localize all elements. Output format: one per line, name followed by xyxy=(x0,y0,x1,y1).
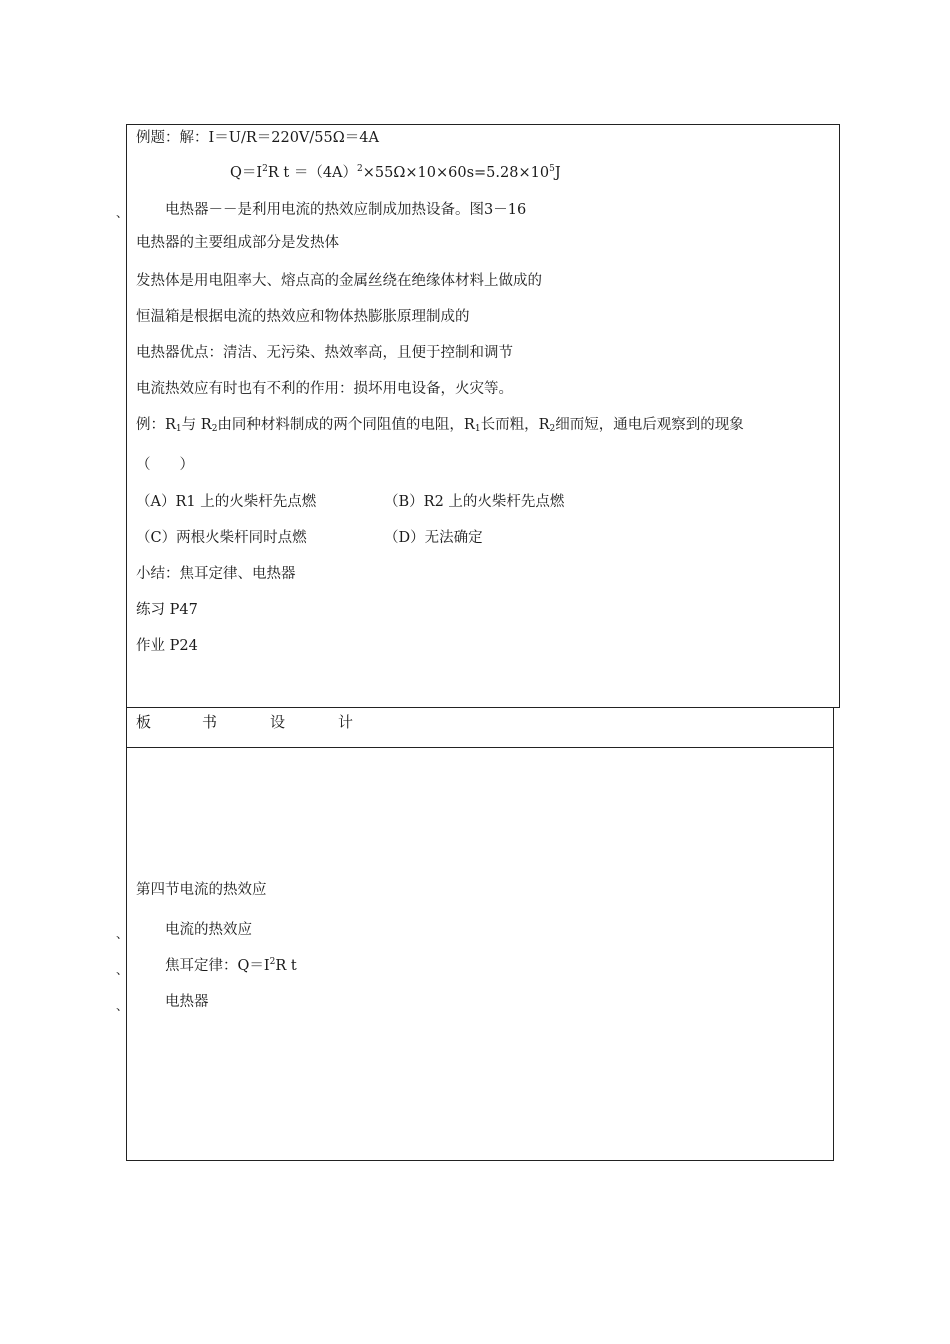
board-design-content-box xyxy=(126,747,834,1161)
list-marker: 、 xyxy=(116,963,129,977)
option-c: （C）两根火柴杆同时点燃 xyxy=(136,530,307,546)
example-question: 例：$R_1$与 $R_2$由同种材料制成的两个同阻值的电阻，$R_1$长而粗，$R_2$细而短，通电后观察到的现象 xyxy=(136,417,744,434)
exercise: 练习 P47 xyxy=(136,602,198,618)
board-item-2: 焦耳定律：$Q=I^2R$ t xyxy=(165,957,297,974)
board-header-char: 计 xyxy=(338,713,354,731)
board-header-char: 设 xyxy=(270,713,286,731)
board-item-1: 电流的热效应 xyxy=(165,922,252,938)
homework: 作业 P24 xyxy=(136,638,198,654)
section-title: 第四节电流的热效应 xyxy=(136,882,267,898)
heater-intro: 电热器－－是利用电流的热效应制成加热设备。图3－16 xyxy=(165,202,527,218)
summary: 小结：焦耳定律、电热器 xyxy=(136,566,296,582)
board-design-header-box xyxy=(126,707,834,748)
option-a: （A）R1 上的火柴杆先点燃 xyxy=(136,494,317,510)
thermostat: 恒温箱是根据电流的热效应和物体热膨胀原理制成的 xyxy=(136,309,470,325)
heat-formula: $Q=I^2R$ $t =(4A)^2\times 55\Omega\times 10\times 60s=5.28\times 10^5J$ xyxy=(230,164,561,181)
board-header-char: 板 xyxy=(136,713,152,731)
list-marker: 、 xyxy=(116,999,129,1013)
answer-blank: （ ） xyxy=(136,457,194,473)
heater-parts: 电热器的主要组成部分是发热体 xyxy=(136,235,339,251)
heater-disadvantages: 电流热效应有时也有不利的作用：损坏用电设备，火灾等。 xyxy=(136,381,513,397)
heating-element: 发热体是用电阻率大、熔点高的金属丝绕在绝缘体材料上做成的 xyxy=(136,273,542,289)
option-b: （B）R2 上的火柴杆先点燃 xyxy=(384,494,565,510)
list-marker: 、 xyxy=(116,206,129,220)
list-marker: 、 xyxy=(116,927,129,941)
example-solution: 例题：解：I＝U/R＝220V/55Ω＝4A xyxy=(136,130,379,146)
board-item-3: 电热器 xyxy=(165,994,209,1010)
option-d: （D）无法确定 xyxy=(384,530,483,546)
heater-advantages: 电热器优点：清洁、无污染、热效率高，且便于控制和调节 xyxy=(136,345,513,361)
board-header-char: 书 xyxy=(202,713,218,731)
